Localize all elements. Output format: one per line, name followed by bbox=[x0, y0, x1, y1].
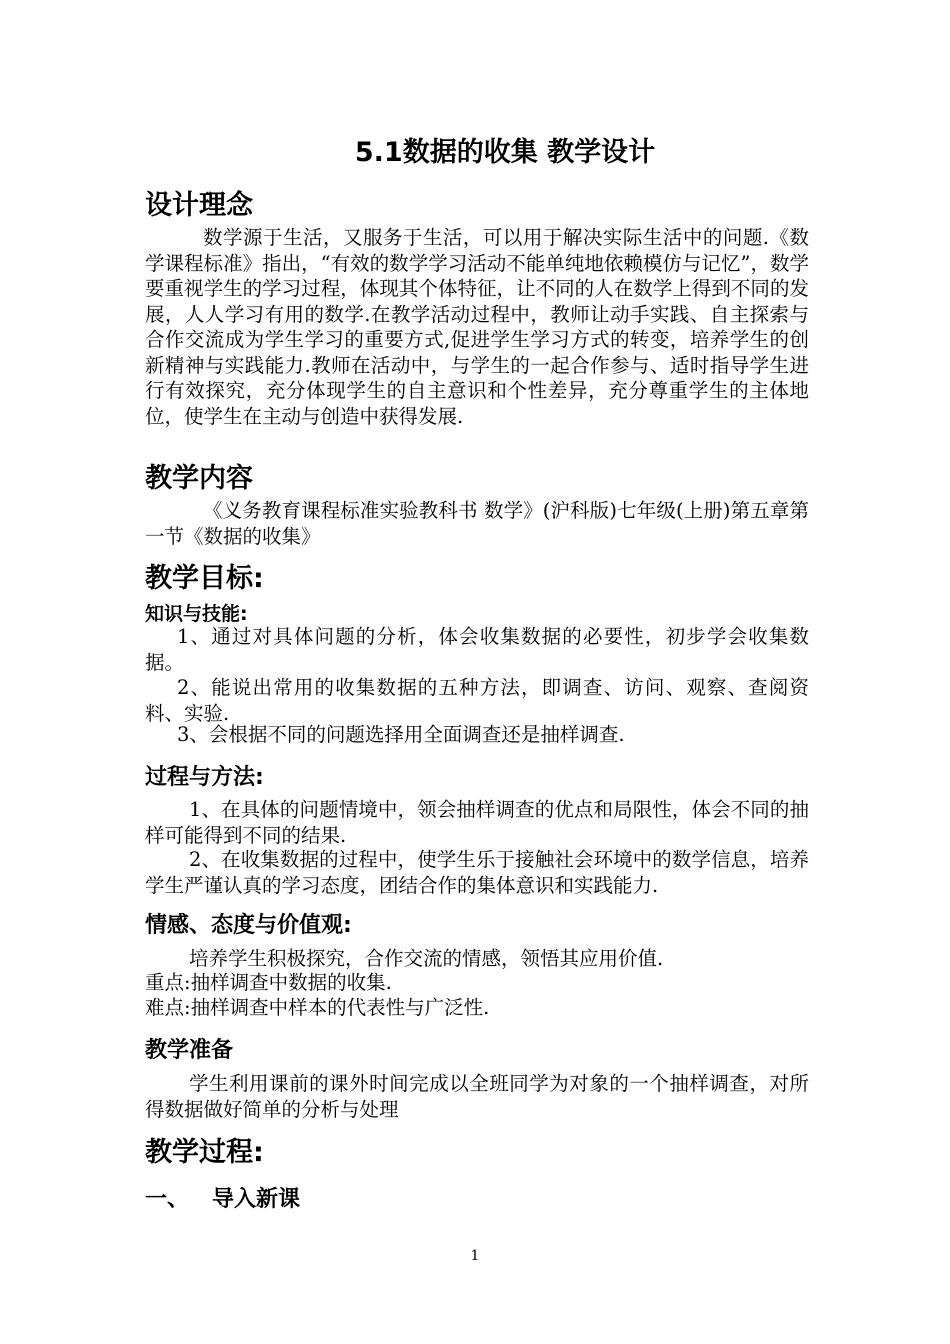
emotion-item-1: 培养学生积极探究，合作交流的情感，领悟其应用价值. bbox=[189, 947, 664, 970]
heading-teaching-process: 教学过程: bbox=[145, 1137, 264, 1168]
paragraph-teaching-prep: 学生利用课前的课外时间完成以全班同学为对象的一个抽样调查，对所得数据做好简单的分析与处理 bbox=[145, 1072, 809, 1121]
paragraph-design-concept: 数学源于生活，又服务于生活，可以用于解决实际生活中的问题.《数学课程标准》指出，“有效的数学学习活动不能单纯地依赖模仿与记忆”，数学要重视学生的学习过程，体现其个体特征，让不同的人在数学上得到不同的发展，人人学习有用的数学.在教学活动过程中，教师让动手实践、自主探索与合作交流成为学生学习的重要方式,促进学生学习方式的转变，培养学生的创新精神与实践能力.教师在活动中，与学生的一起合作参与、适时指导学生进行有效探究，充分体现学生的自主意识和个性差异，充分尊重学生的主体地位，使学生在主动与创造中获得发展. bbox=[145, 226, 809, 428]
heading-teaching-prep: 教学准备 bbox=[145, 1038, 234, 1063]
process-item-1: 1、在具体的问题情境中，领会抽样调查的优点和局限性，体会不同的抽样可能得到不同的结果. bbox=[145, 798, 809, 847]
knowledge-item-1: 1、通过对具体问题的分析，体会收集数据的必要性，初步学会收集数据。 bbox=[145, 625, 809, 674]
heading-teaching-goals: 教学目标: bbox=[145, 563, 264, 594]
page-number: 1 bbox=[470, 1248, 480, 1264]
heading-teaching-content: 教学内容 bbox=[145, 463, 253, 494]
heading-design-concept: 设计理念 bbox=[145, 190, 253, 221]
heading-emotion-values: 情感、态度与价值观: bbox=[145, 913, 352, 938]
heading-process-method: 过程与方法: bbox=[145, 765, 264, 790]
knowledge-item-3: 3、会根据不同的问题选择用全面调查还是抽样调查. bbox=[177, 723, 625, 746]
key-point: 重点:抽样调查中数据的收集. bbox=[145, 971, 392, 994]
step-introduce-new-lesson: 一、 导入新课 bbox=[145, 1187, 300, 1212]
document-title: 5.1数据的收集 教学设计 bbox=[354, 137, 656, 168]
heading-knowledge-skills: 知识与技能: bbox=[145, 603, 248, 625]
process-item-2: 2、在收集数据的过程中，使学生乐于接触社会环境中的数学信息，培养学生严谨认真的学习态度，团结合作的集体意识和实践能力. bbox=[145, 848, 809, 897]
paragraph-teaching-content: 《义务教育课程标准实验教科书 数学》(沪科版)七年级(上册)第五章第一节《数据的收集》 bbox=[145, 499, 809, 548]
difficult-point: 难点:抽样调查中样本的代表性与广泛性. bbox=[145, 996, 490, 1019]
knowledge-item-2: 2、能说出常用的收集数据的五种方法，即调查、访问、观察、查阅资料、实验. bbox=[145, 676, 809, 725]
